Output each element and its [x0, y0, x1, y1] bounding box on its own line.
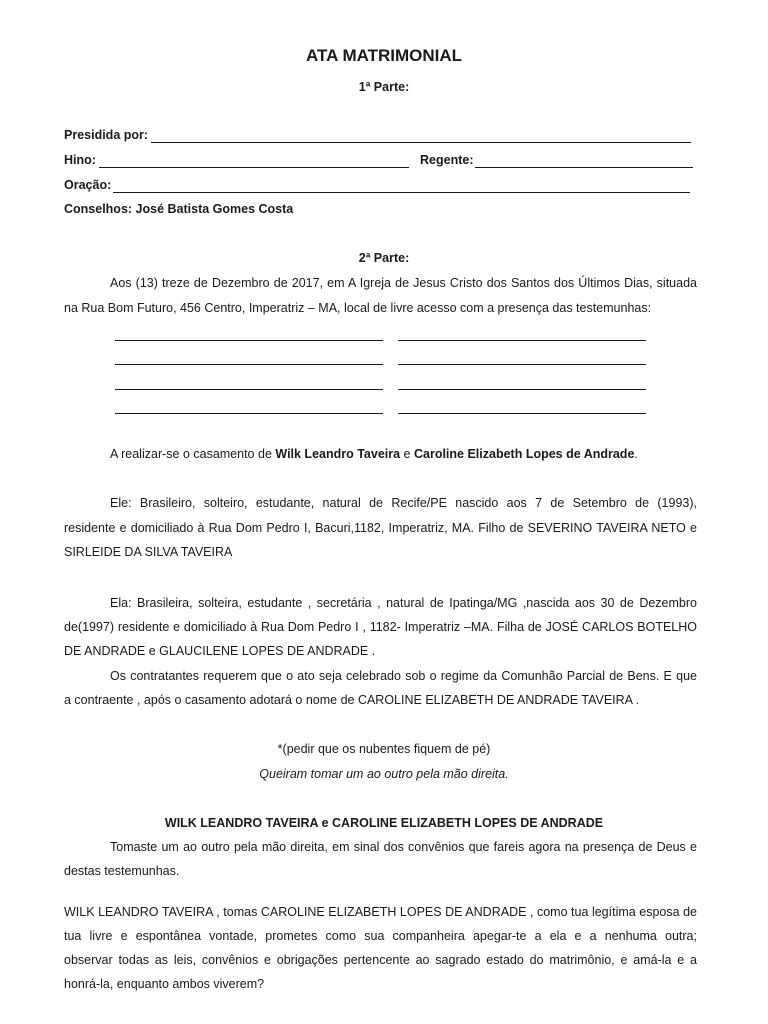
- bride-line-3: DE ANDRADE e GLAUCILENE LOPES DE ANDRADE .: [64, 644, 376, 658]
- witness-line: [398, 389, 646, 390]
- hino-blank-line: [99, 167, 409, 168]
- part2-heading: 2ª Parte:: [358, 251, 410, 265]
- regime-line-1: Os contratantes requerem que o ato seja celebrado sob o regime da Comunhão Parcial de Bens. E que: [110, 669, 697, 683]
- witness-line: [115, 389, 383, 390]
- oracao-label: Oração:: [64, 178, 112, 192]
- hands-line-1: Tomaste um ao outro pela mão direita, em sinal dos convênios que fareis agora na presença de Deus e: [110, 840, 697, 854]
- conselhos-line: Conselhos: José Batista Gomes Costa: [64, 202, 294, 216]
- groom-line-2: residente e domiciliado à Rua Dom Pedro I, Bacuri,1182, Imperatriz, MA. Filho de SEVERINO TAVEIRA NETO e: [64, 521, 697, 535]
- groom-line-3: SIRLEIDE DA SILVA TAVEIRA: [64, 545, 233, 559]
- witness-line: [398, 340, 646, 341]
- witness-line: [398, 413, 646, 414]
- intro-line-2: na Rua Bom Futuro, 456 Centro, Imperatriz – MA, local de livre acesso com a presença das testemunhas:: [64, 301, 652, 315]
- hands-line-2: destas testemunhas.: [64, 864, 180, 878]
- hands-instruction: Queiram tomar um ao outro pela mão direita.: [259, 767, 509, 781]
- intro-line-1: Aos (13) treze de Dezembro de 2017, em A Igreja de Jesus Cristo dos Santos dos Últimos Dias, situada: [110, 276, 697, 290]
- regente-label: Regente:: [420, 153, 474, 167]
- vow-line-4: honrá-la, enquanto ambos viverem?: [64, 977, 265, 991]
- vow-line-3: observar todas as leis, convênios e obrigações pertencente ao sagrado estado do matrimônio, e amá-la e a: [64, 953, 697, 967]
- witness-line: [398, 364, 646, 365]
- couple-heading: WILK LEANDRO TAVEIRA e CAROLINE ELIZABETH LOPES DE ANDRADE: [164, 816, 604, 830]
- vow-line-1: WILK LEANDRO TAVEIRA , tomas CAROLINE ELIZABETH LOPES DE ANDRADE , como tua legítima esposa de: [64, 905, 697, 919]
- document-title: ATA MATRIMONIAL: [305, 46, 463, 65]
- marriage-connector: e: [400, 447, 414, 461]
- regente-blank-line: [475, 167, 693, 168]
- hino-label: Hino:: [64, 153, 96, 167]
- bride-line-1: Ela: Brasileira, solteira, estudante , secretária , natural de Ipatinga/MG ,nascida aos 30 de Dezembro: [110, 596, 697, 610]
- vow-line-2: tua livre e espontânea vontade, prometes como sua companheira apegar-te a ela e a nenhuma outra;: [64, 929, 697, 943]
- groom-line-1: Ele: Brasileiro, solteiro, estudante, natural de Recife/PE nascido aos 7 de Setembro de (1993),: [110, 496, 697, 510]
- witness-line: [115, 364, 383, 365]
- part1-heading: 1ª Parte:: [358, 80, 410, 94]
- groom-name: Wilk Leandro Taveira: [275, 447, 401, 461]
- witness-line: [115, 340, 383, 341]
- regime-line-2: a contraente , após o casamento adotará o nome de CAROLINE ELIZABETH DE ANDRADE TAVEIRA .: [64, 693, 640, 707]
- bride-line-2: de(1997) residente e domiciliado à Rua Dom Pedro I , 1182- Imperatriz –MA. Filha de JOSÉ CARLOS BOTELHO: [64, 620, 697, 634]
- oracao-blank-line: [113, 192, 690, 193]
- stand-instruction: *(pedir que os nubentes fiquem de pé): [277, 742, 491, 756]
- bride-name: Caroline Elizabeth Lopes de Andrade: [413, 447, 635, 461]
- marriage-prefix: A realizar-se o casamento de: [110, 447, 276, 461]
- witness-line: [115, 413, 383, 414]
- marriage-statement: [110, 447, 638, 461]
- presidida-blank-line: [151, 142, 691, 143]
- presidida-label: Presidida por:: [64, 128, 149, 142]
- marriage-suffix: .: [634, 447, 638, 461]
